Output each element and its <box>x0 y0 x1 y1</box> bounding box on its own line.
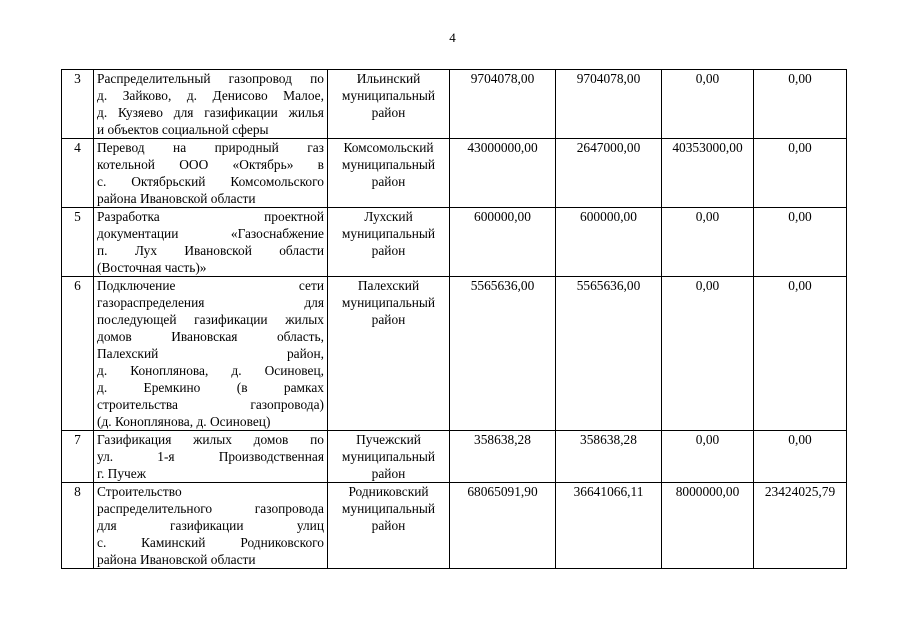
amount-col2-cell: 0,00 <box>662 431 754 483</box>
object-name-word: по <box>310 71 324 86</box>
object-name-word: природный <box>214 140 279 155</box>
object-name-word: газификации <box>204 105 278 120</box>
object-name-word: Денисово <box>212 88 268 103</box>
district-line: район <box>371 243 406 258</box>
district-line: Родниковский <box>348 484 429 499</box>
object-name-line <box>97 311 324 328</box>
program-table <box>61 69 847 569</box>
object-name-word: Коноплянова, <box>130 363 209 378</box>
object-name-word: распределительного <box>97 501 213 516</box>
object-name-word: Осиновец, <box>264 363 324 378</box>
object-name-word: строительства <box>97 397 178 412</box>
amount-col2-cell: 8000000,00 <box>662 483 754 569</box>
amount-col1-cell: 358638,28 <box>556 431 662 483</box>
object-name-line <box>97 104 324 121</box>
district-cell <box>328 70 450 139</box>
object-name-line <box>97 362 324 379</box>
object-name-word: газораспределения <box>97 295 205 310</box>
object-name-word: на <box>173 140 187 155</box>
object-name-word: Производственная <box>218 449 324 464</box>
object-name-word: Перевод <box>97 140 145 155</box>
object-name-word: с. <box>97 535 107 550</box>
amount-col1-cell: 5565636,00 <box>556 277 662 431</box>
object-name-line <box>97 70 324 87</box>
district-line: район <box>371 312 406 327</box>
object-name-word: д. <box>97 88 108 103</box>
object-name-word: Малое, <box>283 88 324 103</box>
district-cell <box>328 139 450 208</box>
amount-col2-cell: 0,00 <box>662 277 754 431</box>
district-line: муниципальный <box>341 88 436 103</box>
object-name-word: д. <box>97 363 108 378</box>
object-name-line <box>97 173 324 190</box>
object-name-line <box>97 448 324 465</box>
object-name-line: г. Пучеж <box>97 466 146 481</box>
amount-col3-cell: 0,00 <box>754 70 847 139</box>
amount-col1-cell: 2647000,00 <box>556 139 662 208</box>
object-name-line <box>97 225 324 242</box>
amount-col2-cell: 0,00 <box>662 70 754 139</box>
district-cell <box>328 208 450 277</box>
row-number-cell: 4 <box>62 139 94 208</box>
object-name-word: д. <box>231 363 242 378</box>
district-line: район <box>371 466 406 481</box>
row-number-cell: 7 <box>62 431 94 483</box>
object-name-word: Разработка <box>97 209 160 224</box>
object-name-word: котельной <box>97 157 155 172</box>
object-name-word: Каминский <box>141 535 206 550</box>
district-line: район <box>371 518 406 533</box>
object-name-word: газопровода <box>254 501 324 516</box>
amount-total-cell: 9704078,00 <box>450 70 556 139</box>
table-row <box>62 277 847 431</box>
amount-col3-cell: 0,00 <box>754 277 847 431</box>
amount-col3-cell: 0,00 <box>754 431 847 483</box>
object-name-word: последующей <box>97 312 177 327</box>
amount-col3-cell: 0,00 <box>754 139 847 208</box>
object-name-word: газификации <box>194 312 268 327</box>
object-name-line <box>97 87 324 104</box>
object-name-word: в <box>317 157 324 172</box>
amount-total-cell: 43000000,00 <box>450 139 556 208</box>
object-name-word: области <box>279 243 324 258</box>
object-name-line: района Ивановской области <box>97 552 256 567</box>
amount-col2-cell: 0,00 <box>662 208 754 277</box>
object-name-word: Лух <box>134 243 158 258</box>
object-name-line <box>97 396 324 413</box>
object-name-word: Зайково, <box>122 88 172 103</box>
object-name-line <box>97 294 324 311</box>
object-name-word: улиц <box>296 518 324 533</box>
district-line: Палехский <box>357 278 420 293</box>
amount-total-cell: 358638,28 <box>450 431 556 483</box>
object-name-cell <box>94 483 328 569</box>
object-name-word: Палехский <box>97 346 159 361</box>
district-line: муниципальный <box>341 295 436 310</box>
object-name-word: Газификация <box>97 432 172 447</box>
object-name-line <box>97 517 324 534</box>
object-name-word: для <box>304 295 324 310</box>
district-line: муниципальный <box>341 157 436 172</box>
object-name-line <box>97 242 324 259</box>
table-body <box>62 70 847 569</box>
object-name-line <box>97 328 324 345</box>
table-row <box>62 139 847 208</box>
object-name-word: жилых <box>285 312 324 327</box>
district-cell <box>328 277 450 431</box>
district-line: Ильинский <box>356 71 421 86</box>
district-line: Комсомольский <box>343 140 434 155</box>
object-name-line: района Ивановской области <box>97 191 256 206</box>
district-line: район <box>371 174 406 189</box>
object-name-word: ул. <box>97 449 114 464</box>
amount-total-cell: 68065091,90 <box>450 483 556 569</box>
amount-col1-cell: 9704078,00 <box>556 70 662 139</box>
object-name-word: сети <box>298 278 324 293</box>
district-line: муниципальный <box>341 449 436 464</box>
object-name-word: газопровод <box>228 71 292 86</box>
object-name-word: область, <box>276 329 324 344</box>
district-line: Пучежский <box>356 432 421 447</box>
object-name-word: с. <box>97 174 107 189</box>
object-name-line <box>97 277 324 294</box>
object-name-cell <box>94 70 328 139</box>
object-name-word: жилых <box>193 432 232 447</box>
object-name-line: Строительство <box>97 484 182 499</box>
table-row <box>62 431 847 483</box>
object-name-word: по <box>310 432 324 447</box>
district-cell <box>328 483 450 569</box>
object-name-word: «Октябрь» <box>232 157 294 172</box>
object-name-word: д. <box>97 380 108 395</box>
object-name-word: Распределительный <box>97 71 211 86</box>
object-name-line <box>97 379 324 396</box>
object-name-word: Кузяево <box>118 105 163 120</box>
object-name-word: газ <box>307 140 324 155</box>
object-name-word: ООО <box>179 157 209 172</box>
object-name-word: газификации <box>170 518 244 533</box>
district-line: муниципальный <box>341 501 436 516</box>
object-name-word: п. <box>97 243 108 258</box>
row-number-cell: 8 <box>62 483 94 569</box>
object-name-word: Родниковского <box>240 535 324 550</box>
table-row <box>62 208 847 277</box>
object-name-line <box>97 431 324 448</box>
object-name-word: газопровода) <box>250 397 324 412</box>
object-name-word: документации <box>97 226 179 241</box>
object-name-word: «Газоснабжение <box>230 226 324 241</box>
object-name-word: Ивановской <box>184 243 252 258</box>
object-name-line: (д. Коноплянова, д. Осиновец) <box>97 414 271 429</box>
amount-total-cell: 600000,00 <box>450 208 556 277</box>
table-row <box>62 70 847 139</box>
object-name-word: для <box>173 105 194 120</box>
object-name-cell <box>94 431 328 483</box>
object-name-word: Еремкино <box>143 380 201 395</box>
amount-col2-cell: 40353000,00 <box>662 139 754 208</box>
object-name-word: Октябрьский <box>131 174 206 189</box>
district-line: муниципальный <box>341 226 436 241</box>
object-name-word: домов <box>253 432 289 447</box>
district-line: район <box>371 105 406 120</box>
object-name-word: Комсомольского <box>230 174 324 189</box>
object-name-word: домов <box>97 329 132 344</box>
object-name-word: д. <box>186 88 197 103</box>
object-name-word: район, <box>286 346 324 361</box>
amount-col3-cell: 0,00 <box>754 208 847 277</box>
object-name-word: жилья <box>288 105 324 120</box>
object-name-line <box>97 208 324 225</box>
object-name-cell <box>94 277 328 431</box>
object-name-line <box>97 156 324 173</box>
row-number-cell: 5 <box>62 208 94 277</box>
object-name-word: проектной <box>264 209 324 224</box>
table-row <box>62 483 847 569</box>
row-number-cell: 3 <box>62 70 94 139</box>
amount-col1-cell: 36641066,11 <box>556 483 662 569</box>
row-number-cell: 6 <box>62 277 94 431</box>
object-name-cell <box>94 139 328 208</box>
object-name-word: рамках <box>283 380 324 395</box>
object-name-word: Ивановская <box>171 329 238 344</box>
object-name-cell <box>94 208 328 277</box>
object-name-word: для <box>97 518 117 533</box>
object-name-line <box>97 345 324 362</box>
object-name-line <box>97 534 324 551</box>
object-name-word: (в <box>236 380 248 395</box>
amount-total-cell: 5565636,00 <box>450 277 556 431</box>
object-name-line: (Восточная часть)» <box>97 260 207 275</box>
object-name-line: и объектов социальной сферы <box>97 122 269 137</box>
page-number: 4 <box>449 30 456 45</box>
object-name-word: 1-я <box>157 449 175 464</box>
object-name-word: д. <box>97 105 108 120</box>
amount-col3-cell: 23424025,79 <box>754 483 847 569</box>
object-name-line <box>97 500 324 517</box>
district-cell <box>328 431 450 483</box>
district-line: Лухский <box>364 209 413 224</box>
object-name-word: Подключение <box>97 278 176 293</box>
object-name-line <box>97 139 324 156</box>
amount-col1-cell: 600000,00 <box>556 208 662 277</box>
